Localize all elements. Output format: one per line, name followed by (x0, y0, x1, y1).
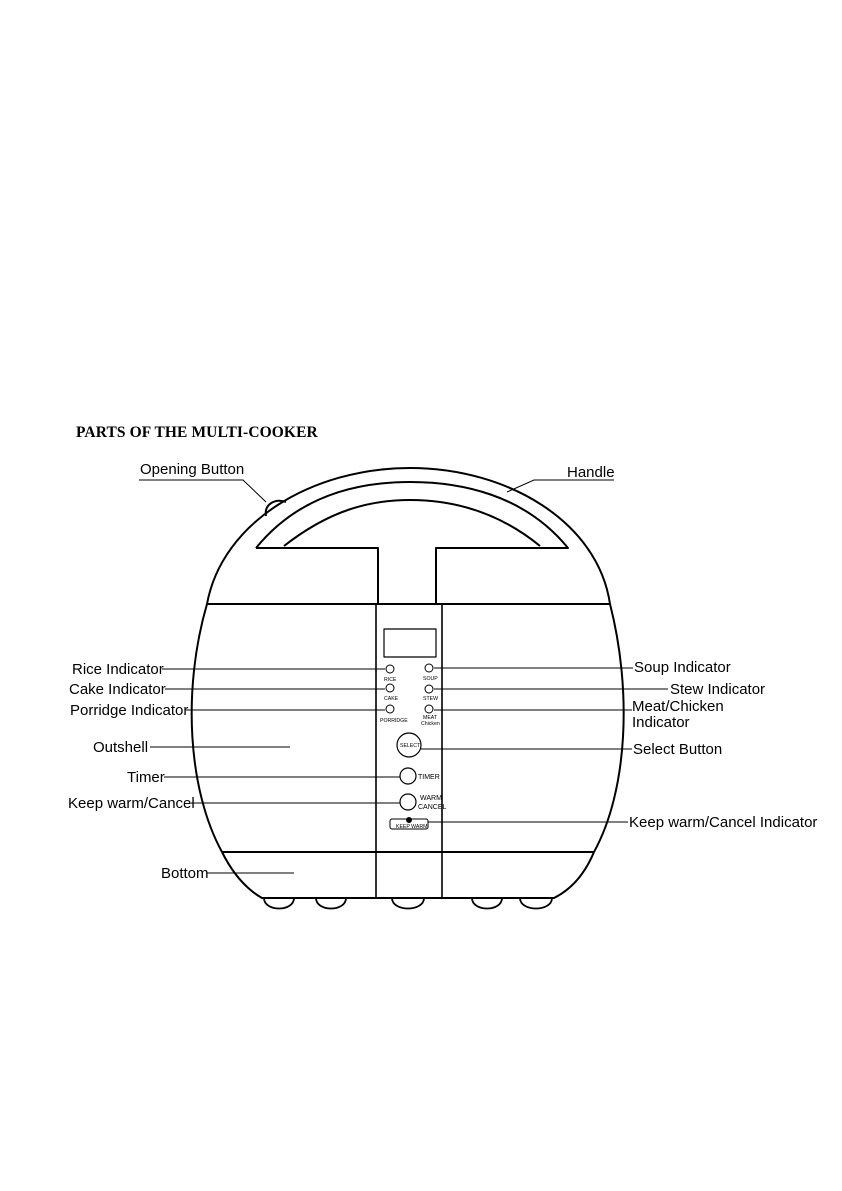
timer-button-shape (400, 768, 416, 784)
timer-label: Timer (127, 769, 165, 786)
stew-indicator-label: Stew Indicator (670, 681, 766, 698)
opening-button-label: Opening Button (140, 461, 245, 478)
bottom-label: Bottom (161, 865, 209, 882)
panel-select-text: SELECT (400, 743, 421, 749)
porridge-indicator-light (386, 705, 394, 713)
soup-indicator-light (425, 664, 433, 672)
section-heading: PARTS OF THE MULTI-COOKER (76, 424, 318, 441)
outshell-outline (192, 604, 624, 852)
foot (264, 898, 294, 909)
panel-cake-text: CAKE (384, 696, 399, 702)
meat-chicken-label-line2: Indicator (632, 714, 690, 731)
cake-indicator-light (386, 684, 394, 692)
outshell-label: Outshell (93, 739, 149, 756)
panel-keep-warm-text: KEEP WARM (396, 824, 428, 830)
panel-rice-text: RICE (384, 677, 397, 683)
opening-button-leader (139, 480, 266, 502)
keep-warm-cancel-label: Keep warm/Cancel (68, 795, 195, 812)
panel-warm-text: WARM (420, 795, 442, 802)
panel-porridge-text: PORRIDGE (380, 718, 408, 724)
foot (520, 898, 552, 909)
foot (316, 898, 346, 909)
panel-timer-text: TIMER (418, 774, 440, 781)
feet (264, 898, 552, 909)
handle-label: Handle (567, 464, 615, 481)
keep-warm-cancel-indicator-label: Keep warm/Cancel Indicator (629, 814, 818, 831)
warm-cancel-button-shape (400, 794, 416, 810)
foot (392, 898, 424, 909)
panel-chicken-text: Chicken (421, 721, 440, 727)
display-screen (384, 629, 436, 657)
porridge-indicator-label: Porridge Indicator (70, 702, 189, 719)
stew-indicator-light (425, 685, 433, 693)
panel-meat-text: MEAT (423, 715, 438, 721)
bottom-base-outline (222, 852, 594, 898)
cake-indicator-label: Cake Indicator (69, 681, 166, 698)
handle-inner (284, 500, 540, 546)
rice-indicator-light (386, 665, 394, 673)
foot (472, 898, 502, 909)
panel-cancel-text: CANCEL (418, 804, 447, 811)
handle-leader (507, 480, 614, 492)
select-button-label: Select Button (633, 741, 723, 758)
panel-stew-text: STEW (423, 696, 438, 702)
meat-chicken-label-line1: Meat/Chicken (632, 698, 724, 715)
opening-button-shape (266, 501, 286, 516)
keep-warm-indicator-dot (406, 817, 412, 823)
panel-soup-text: SOUP (423, 676, 438, 682)
soup-indicator-label: Soup Indicator (634, 659, 731, 676)
meat-chicken-indicator-light (425, 705, 433, 713)
rice-indicator-label: Rice Indicator (72, 661, 164, 678)
